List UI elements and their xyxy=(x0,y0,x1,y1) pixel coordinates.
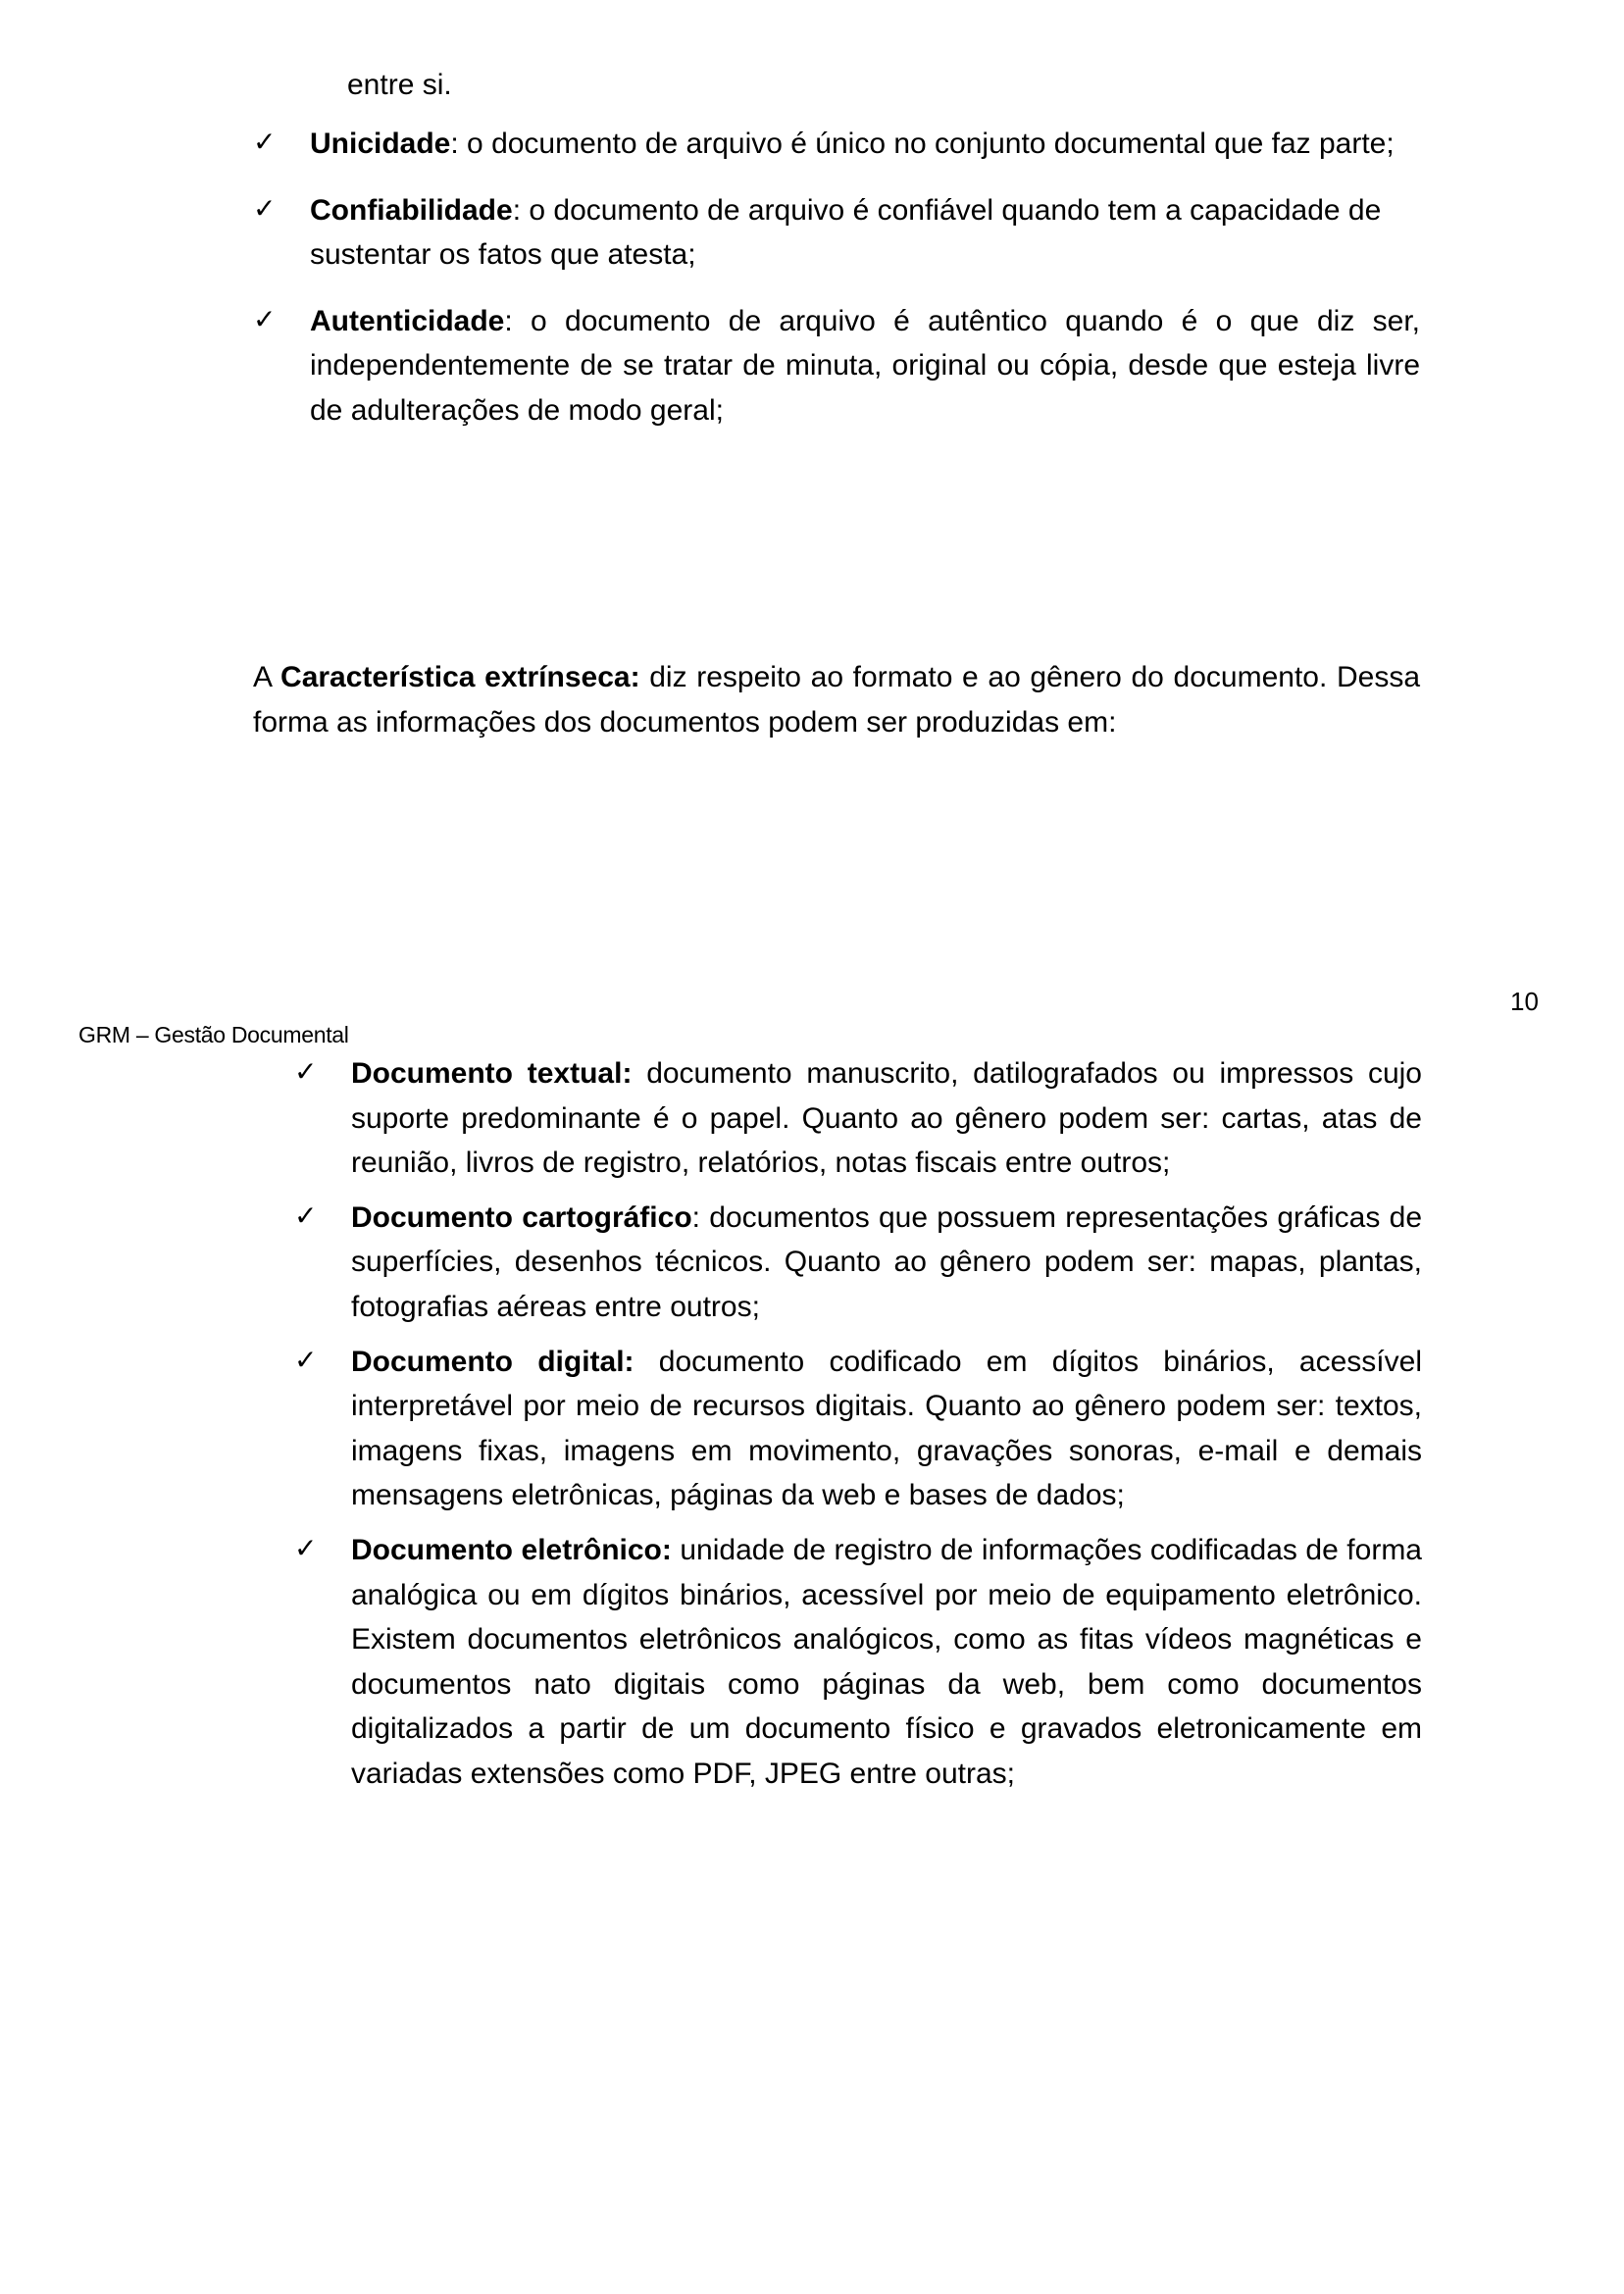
check-icon: ✓ xyxy=(294,1344,318,1375)
list-item-body: o documento de arquivo é autêntico quando é o que diz ser, independentemente de se tratar de minuta, original ou cópia, desde que esteja livre de adulterações de modo geral; xyxy=(310,304,1420,427)
list-item xyxy=(253,188,1420,278)
list-item-separator xyxy=(632,1057,646,1090)
bottom-list-section xyxy=(294,1051,1422,1807)
list-item-text xyxy=(310,188,1420,278)
top-list-section xyxy=(253,71,1420,455)
list-item-term: Unicidade xyxy=(310,127,451,160)
list-item-body: o documento de arquivo é único no conjunto documental que faz parte; xyxy=(467,127,1395,160)
list-item-body: documento codificado em dígitos binários, acessível interpretável por meio de recursos digitais. Quanto ao gênero podem ser: textos, imagens fixas, imagens em movimento, gravações sonoras, e-mail e demais mensagens eletrônicas, páginas da web e bases de dados; xyxy=(351,1345,1422,1512)
list-item-term: Documento textual: xyxy=(351,1057,633,1090)
check-icon: ✓ xyxy=(253,303,277,334)
extrinsic-characteristic-paragraph xyxy=(253,655,1420,744)
list-item-body: o documento de arquivo é confiável quando tem a capacidade de sustentar os fatos que atesta; xyxy=(310,193,1382,272)
paragraph-term: Característica extrínseca: xyxy=(280,661,640,693)
list-item-body: documento manuscrito, datilografados ou impressos cujo suporte predominante é o papel. Quanto ao gênero podem ser: cartas, atas de reunião, livros de registro, relatórios, notas fiscais entre outros; xyxy=(351,1057,1422,1180)
list-item-separator: : xyxy=(504,304,532,337)
list-item-separator: : xyxy=(512,193,530,227)
list-item-body: documentos que possuem representações gráficas de superfícies, desenhos técnicos. Quanto ao gênero podem ser: mapas, plantas, fotografias aéreas entre outros; xyxy=(351,1200,1423,1323)
list-item-term: Documento cartográfico xyxy=(351,1200,692,1234)
list-item-text xyxy=(310,299,1420,433)
check-icon: ✓ xyxy=(253,127,277,157)
list-item-text xyxy=(351,1051,1422,1186)
list-item-text xyxy=(351,1528,1422,1797)
list-item-term: Documento digital: xyxy=(351,1345,634,1378)
list-item-separator xyxy=(634,1346,659,1378)
list-item-term: Documento eletrônico: xyxy=(351,1533,672,1566)
continuation-line: entre si. xyxy=(347,69,452,101)
running-head: GRM – Gestão Documental xyxy=(78,1022,349,1047)
paragraph-body: diz respeito ao formato e ao gênero do documento. Dessa forma as informações dos documentos podem ser produzidas em: xyxy=(253,661,1420,739)
list-item-text xyxy=(351,1196,1422,1330)
list-item-separator: : xyxy=(691,1200,710,1234)
check-icon: ✓ xyxy=(294,1056,318,1087)
list-item-separator: : xyxy=(450,127,468,160)
list-item xyxy=(253,299,1420,433)
list-item-term: Confiabilidade xyxy=(310,193,513,227)
list-item-body: unidade de registro de informações codificadas de forma analógica ou em dígitos binários, acessível por meio de equipamento eletrônico. Existem documentos eletrônicos analógicos, como as fitas vídeos magnéticas e documentos nato digitais como páginas da web, bem como documentos digitalizados a partir de um documento físico e gravados eletronicamente em variadas extensões como PDF, JPEG entre outras; xyxy=(351,1533,1422,1790)
list-item xyxy=(294,1528,1422,1797)
list-item xyxy=(294,1051,1422,1186)
list-item-text xyxy=(351,1340,1422,1518)
paragraph-lead: A xyxy=(253,661,281,693)
list-item-text xyxy=(310,122,1420,167)
list-item xyxy=(253,122,1420,167)
check-icon: ✓ xyxy=(253,192,277,224)
list-item-term: Autenticidade xyxy=(310,304,505,337)
check-icon: ✓ xyxy=(294,1199,318,1231)
page-number: 10 xyxy=(1510,987,1539,1016)
list-item xyxy=(294,1196,1422,1330)
check-icon: ✓ xyxy=(294,1532,318,1563)
list-item xyxy=(294,1340,1422,1518)
